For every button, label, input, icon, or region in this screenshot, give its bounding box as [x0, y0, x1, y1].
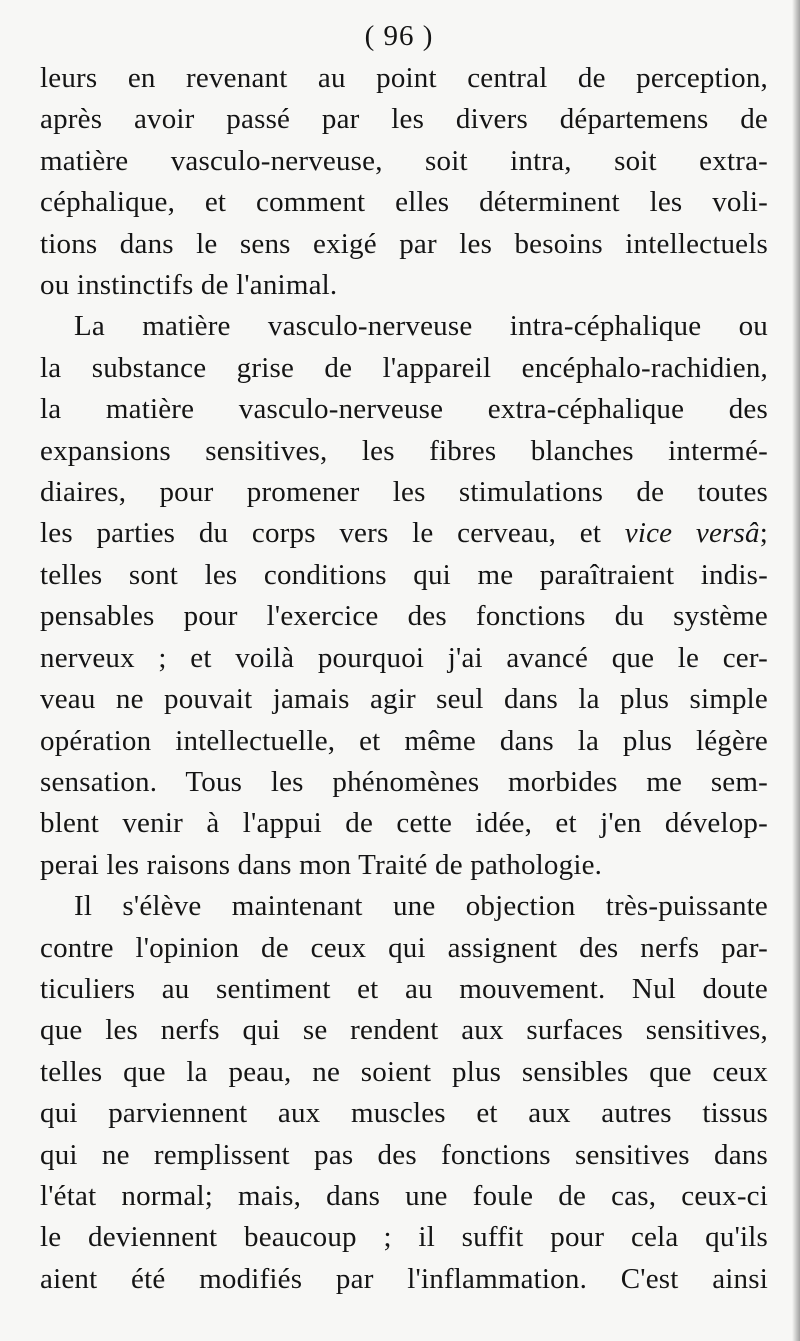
text-line: ou instinctifs de l'animal. — [40, 269, 338, 302]
text-line: telles que la peau, ne soient plus sensibles que ceux — [40, 1055, 768, 1088]
line-text-after: ; — [759, 517, 768, 550]
text-line: telles sont les conditions qui me paraîtraient indis- — [40, 558, 768, 591]
text-line: la substance grise de l'appareil encéphalo-rachidien, — [40, 351, 768, 384]
text-line: céphalique, et comment elles déterminent les voli- — [40, 186, 768, 219]
text-line: aient été modifiés par l'inflammation. C'est ainsi — [40, 1262, 768, 1295]
text-line: Il s'élève maintenant une objection très-puissante — [74, 890, 768, 923]
text-line: le deviennent beaucoup ; il suffit pour cela qu'ils — [40, 1221, 768, 1254]
text-line: veau ne pouvait jamais agir seul dans la plus simple — [40, 683, 768, 716]
text-line: qui parviennent aux muscles et aux autres tissus — [40, 1097, 768, 1130]
text-line: expansions sensitives, les fibres blanches intermé- — [40, 434, 768, 467]
text-line: perai les raisons dans mon Traité de pathologie. — [40, 848, 603, 881]
text-line: sensation. Tous les phénomènes morbides me sem- — [40, 765, 768, 798]
paragraph-1 — [40, 58, 768, 306]
text-line: La matière vasculo-nerveuse intra-céphalique ou — [74, 310, 768, 343]
italic-phrase: vice versâ — [624, 517, 760, 550]
text-line: leurs en revenant au point central de perception, — [40, 62, 768, 94]
text-line: blent venir à l'appui de cette idée, et j'en dévelop- — [40, 807, 768, 840]
text-line: diaires, pour promener les stimulations de toutes — [40, 476, 768, 509]
text-line: la matière vasculo-nerveuse extra-céphalique des — [40, 393, 768, 426]
paragraph-3 — [40, 886, 768, 1300]
text-line: nerveux ; et voilà pourquoi j'ai avancé que le cer- — [40, 641, 768, 674]
line-text-before: les parties du corps vers le cerveau, et — [40, 517, 625, 550]
text-line: après avoir passé par les divers départemens de — [40, 103, 768, 136]
text-line: qui ne remplissent pas des fonctions sensitives dans — [40, 1138, 768, 1171]
text-line: contre l'opinion de ceux qui assignent des nerfs par- — [40, 931, 768, 964]
text-line: l'état normal; mais, dans une foule de cas, ceux-ci — [40, 1179, 768, 1212]
text-line: pensables pour l'exercice des fonctions du système — [40, 600, 768, 633]
text-line: que les nerfs qui se rendent aux surfaces sensitives, — [40, 1014, 768, 1047]
text-line: matière vasculo-nerveuse, soit intra, soit extra- — [40, 144, 768, 177]
page-number: ( 96 ) — [364, 20, 434, 52]
text-line: opération intellectuelle, et même dans la plus légère — [40, 724, 768, 757]
paragraph-2 — [40, 306, 768, 886]
text-line-with-italic — [40, 513, 768, 554]
text-line: tions dans le sens exigé par les besoins intellectuels — [40, 227, 768, 260]
text-line: ticuliers au sentiment et au mouvement. Nul doute — [40, 972, 768, 1005]
